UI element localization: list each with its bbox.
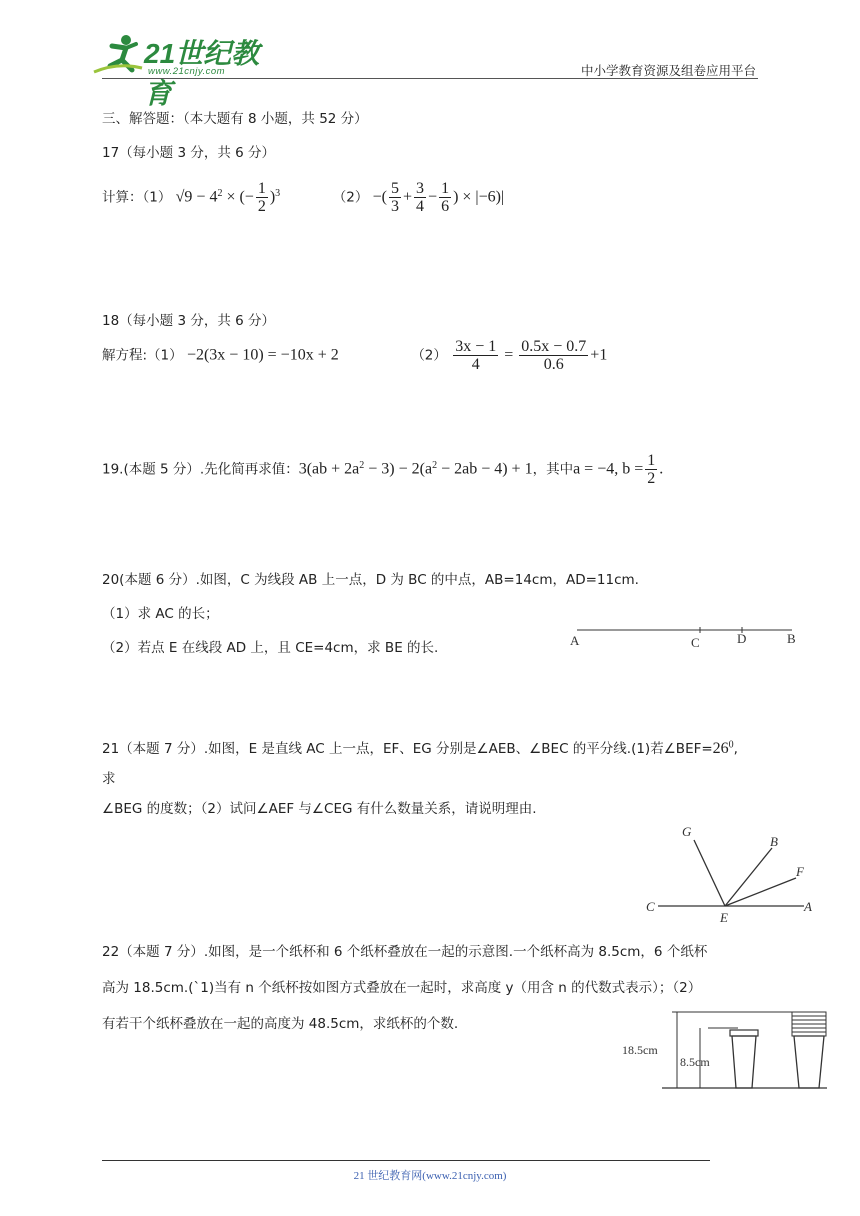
q22-line1: 22（本题 7 分）.如图，是一个纸杯和 6 个纸杯叠放在一起的示意图.一个纸杯高为 8.5cm，6 个纸杯	[102, 944, 708, 960]
q18-rhs-tail: +1	[590, 346, 608, 364]
q17-heading: 17（每小题 3 分，共 6 分）	[102, 145, 276, 161]
header-rule	[102, 78, 758, 79]
point-d-label: D	[737, 631, 747, 646]
q21-angle: 26	[712, 740, 729, 757]
q22-line2: 高为 18.5cm.(`1)当有 n 个纸杯按如图方式叠放在一起时，求高度 y（用含 n 的代数式表示）；（2）	[102, 980, 702, 996]
point-b-label: B	[770, 834, 778, 849]
q19-b-frac	[645, 452, 657, 487]
q20-line3: （2）若点 E 在线段 AD 上，且 CE=4cm，求 BE 的长.	[102, 640, 439, 656]
q19-cond: a = −4, b =	[573, 460, 644, 478]
point-c-label: C	[646, 899, 655, 914]
q18-rhs-frac	[519, 338, 588, 373]
q17-p1-b: × (−	[222, 188, 254, 206]
q21-degree: 0	[728, 739, 734, 751]
q17-p1-exp2: 3	[275, 188, 281, 199]
q21-line1-text: 21（本题 7 分）.如图，E 是直线 AC 上一点，EF、EG 分别是∠AEB、∠BEC 的平分线.(1)若∠BEF=	[102, 741, 713, 757]
point-a-label: A	[570, 633, 580, 648]
frac-num: 3	[416, 180, 425, 197]
q21-angle-figure	[636, 818, 826, 928]
q17-p2-label: （2）	[332, 189, 369, 206]
q17-p2-frac2	[414, 180, 426, 215]
footer-text: 21 世纪教育网(www.21cnjy.com)	[353, 1170, 507, 1182]
frac-den: 2	[647, 470, 656, 487]
q19-expr-a: 3(ab + 2a	[298, 460, 360, 478]
header-logo	[92, 30, 272, 109]
q21-line1	[102, 737, 738, 758]
cup-height-label: 8.5cm	[680, 1055, 710, 1069]
frac-den: 4	[416, 198, 425, 215]
q18-eq1: −2(3x − 10) = −10x + 2	[186, 346, 339, 364]
q17-problems: 计算：（1） $√9 - 4^2$ × (− $\frac{1}{2}$ )$^3$ （2） −( $\frac{5}{3}$ + $\frac{3}{4}$ − $\frac{1}{6}$ ) × |−6)|	[102, 180, 505, 215]
q22-cup-figure	[622, 1008, 832, 1094]
frac-den: 3	[391, 198, 399, 215]
platform-title: 中小学教育资源及组卷应用平台	[580, 63, 756, 78]
q18-p2-label: （2）	[411, 347, 447, 364]
logo-text: 21世纪教育	[144, 38, 260, 109]
frac-num: 1	[441, 180, 450, 197]
q17-p2-b: ) × |−6)|	[453, 188, 505, 206]
q21-line3: ∠BEG 的度数；（2）试问∠AEF 与∠CEG 有什么数量关系，请说明理由.	[102, 801, 537, 817]
q22-line3: 有若干个纸杯叠放在一起的高度为 48.5cm，求纸杯的个数.	[102, 1016, 459, 1032]
q19-end: .	[659, 460, 664, 478]
q21-line2: 求	[102, 771, 116, 787]
stack-height-label: 18.5cm	[622, 1043, 658, 1057]
footer-rule	[102, 1160, 710, 1161]
frac-num: 1	[257, 180, 266, 197]
q17-p1-frac	[256, 180, 268, 215]
q17-p1-c: )	[269, 188, 276, 206]
frac-den: 4	[471, 356, 480, 373]
q17-p2-frac1	[389, 180, 401, 215]
frac-num: 5	[391, 180, 399, 197]
q17-prefix: 计算：（1）	[102, 189, 172, 206]
point-b-label: B	[787, 631, 796, 646]
q21-line1-tail: ,	[733, 741, 738, 757]
q17-p2-frac3	[439, 180, 451, 215]
frac-den: 6	[441, 198, 450, 215]
q19-expr-c: − 2ab − 4) + 1	[437, 460, 533, 478]
runner-logo-icon	[92, 32, 144, 74]
q18-problems: 解方程:（1） −2(3x − 10) = −10x + 2 （2） $\frac{3x - 1}{4}$ = $\frac{0.5x - 0.7}{0.6}$ +1	[102, 338, 608, 373]
point-a-label: A	[804, 899, 812, 914]
frac-den: 0.6	[543, 356, 564, 373]
point-f-label: F	[796, 864, 804, 879]
q20-segment-figure	[560, 620, 810, 652]
q17-p1-a: √9 − 4	[175, 188, 218, 206]
q18-lhs-frac	[453, 338, 498, 373]
q20-line2: （1）求 AC 的长；	[102, 606, 219, 622]
q17-p1-exp: 2	[217, 188, 223, 199]
q19-prefix: 19.(本题 5 分）.先化简再求值：	[102, 461, 299, 478]
q18-prefix: 解方程:（1）	[102, 347, 183, 364]
q19-exp-a: 2	[359, 460, 365, 471]
logo-url: www.21cnjy.com	[148, 66, 226, 77]
q19-text	[102, 452, 663, 487]
q20-line1: 20(本题 6 分）.如图，C 为线段 AB 上一点，D 为 BC 的中点，AB=14cm，AD=11cm.	[102, 572, 639, 588]
point-g-label: G	[682, 824, 692, 839]
frac-num: 0.5x − 0.7	[521, 338, 587, 355]
frac-num: 1	[647, 452, 656, 469]
frac-den: 2	[257, 198, 266, 215]
q19-exp-b: 2	[432, 460, 438, 471]
section-title: 三、解答题：（本大题有 8 小题，共 52 分）	[102, 111, 368, 127]
q19-mid: ，其中	[532, 461, 574, 478]
q19-expr-b: − 3) − 2(a	[364, 460, 433, 478]
point-e-label: E	[720, 910, 728, 925]
point-c-label: C	[691, 635, 700, 650]
frac-num: 3x − 1	[455, 338, 497, 355]
q17-p2-a: −(	[372, 188, 387, 206]
q18-heading: 18（每小题 3 分，共 6 分）	[102, 313, 276, 329]
